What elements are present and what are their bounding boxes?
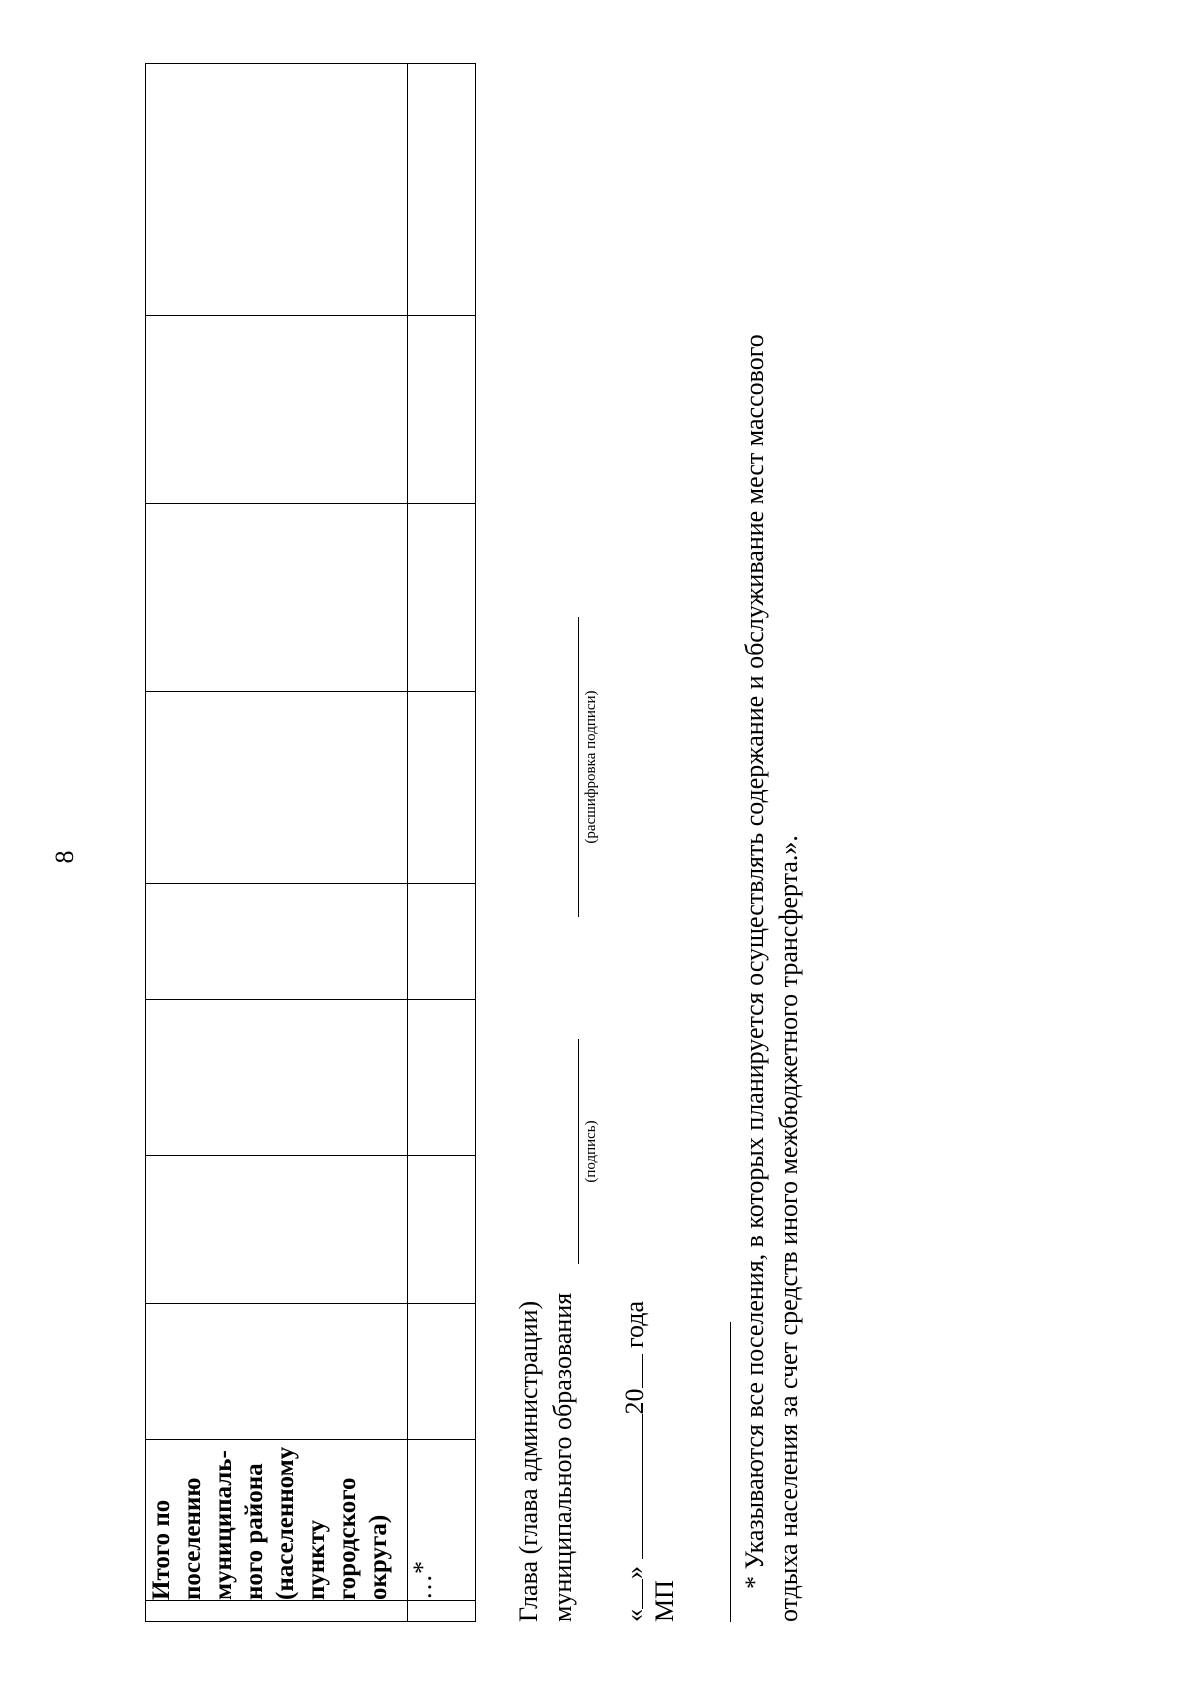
date-line [620, 1301, 650, 1622]
month-blank [620, 1415, 643, 1560]
table-row-total [146, 64, 408, 1622]
year-suffix: года [620, 1300, 649, 1348]
footnote-separator [730, 1322, 731, 1622]
table-cell-empty [408, 504, 476, 692]
table-cell-empty [146, 1601, 408, 1622]
table-cell-empty [146, 504, 408, 692]
stamp-label: МП [650, 1580, 679, 1622]
row-label-line: ного района [241, 1463, 268, 1600]
row-label-line: пункту [303, 1519, 330, 1600]
table-cell-empty [146, 64, 408, 316]
year-blank [620, 1355, 643, 1389]
date-open-quote: « [620, 1609, 649, 1622]
row-label-line: городского [334, 1477, 361, 1600]
table-cell-empty [146, 692, 408, 884]
day-blank [620, 1579, 643, 1609]
continuation-mark: …* [408, 1440, 476, 1601]
table-cell-empty [146, 1000, 408, 1156]
table-cell-empty [408, 1304, 476, 1440]
table-cell-empty [146, 1156, 408, 1304]
report-table [145, 63, 476, 1622]
row-label-line: поселению [179, 1477, 206, 1600]
table-row-continuation [408, 64, 476, 1622]
table-cell-empty [408, 316, 476, 504]
footnote-line1: * Указываются все поселения, в которых планируется осуществлять содержание и обслуживание мест массового [740, 334, 769, 1589]
table-cell-empty [408, 1156, 476, 1304]
table-cell-empty [408, 64, 476, 316]
row-label-line: округа) [365, 1514, 392, 1600]
table-cell-empty [146, 1304, 408, 1440]
signature-line [578, 1039, 579, 1264]
row-label-total-settlement [146, 1440, 408, 1601]
table-cell-empty [146, 316, 408, 504]
table-cell-empty [408, 692, 476, 884]
signatory-title-line1: Глава (глава администрации) [514, 1300, 543, 1622]
table-cell-empty [408, 1601, 476, 1622]
signature-caption: (подпись) [583, 1120, 599, 1183]
signature-decode-caption: (расшифровка подписи) [583, 690, 599, 844]
table-cell-empty [146, 884, 408, 1000]
footnote-line2: отдыха населения за счет средств иного межбюджетного трансферта.». [774, 835, 803, 1622]
footnote [738, 62, 806, 1622]
page-number: 8 [50, 850, 79, 864]
table-cell-empty [408, 884, 476, 1000]
signatory-title-line2: муниципального образования [548, 1292, 577, 1622]
signatory-title [512, 1293, 580, 1622]
date-close-quote: » [620, 1566, 649, 1579]
signature-decode-line [578, 617, 579, 917]
row-label-line: муниципаль- [210, 1450, 237, 1600]
row-label-line: Итого по [148, 1499, 175, 1600]
row-label-line: (населенному [272, 1446, 299, 1600]
year-prefix: 20 [620, 1388, 649, 1415]
table-cell-empty [408, 1000, 476, 1156]
